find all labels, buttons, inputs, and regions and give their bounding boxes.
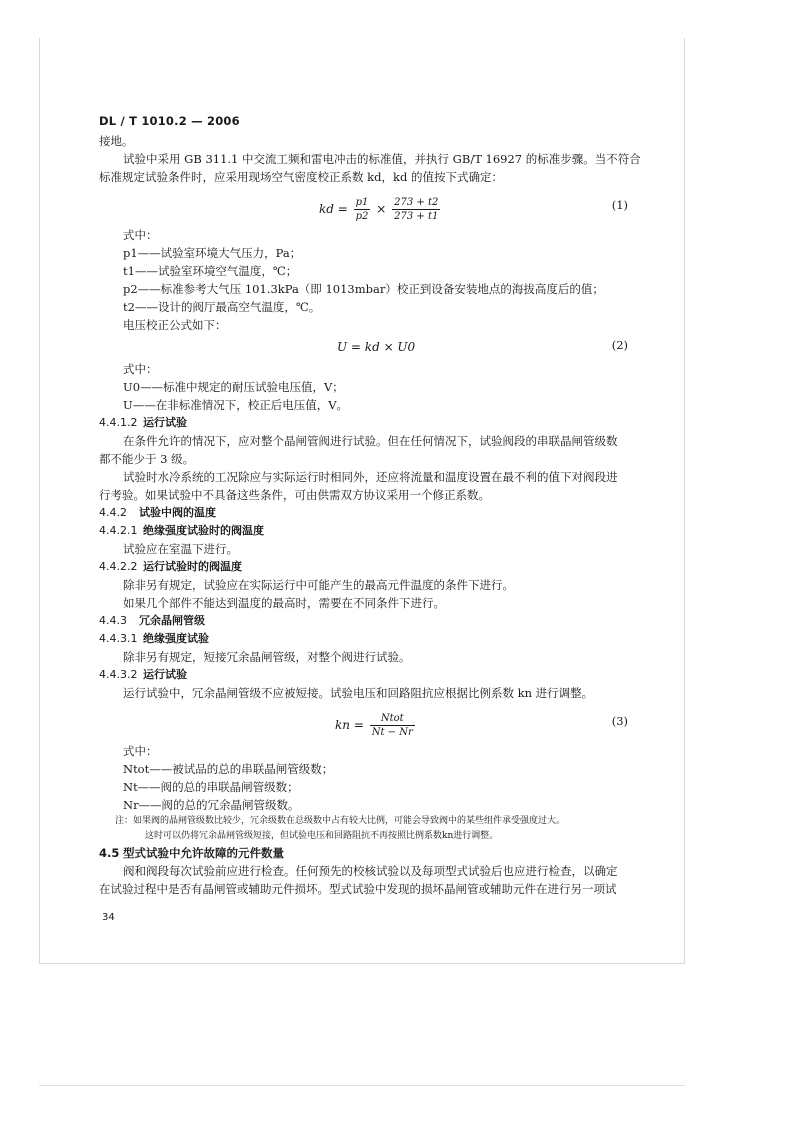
heading-title: 绝缘强度试验时的阀温度: [143, 524, 264, 537]
heading-number: 4.4.2.2: [99, 560, 138, 573]
where-label: 式中：: [123, 228, 158, 242]
fraction-denominator: Nt − Nr: [371, 727, 413, 738]
heading-title: 运行试验: [143, 416, 187, 429]
heading-4-4-3: [99, 612, 644, 630]
paragraph-line: 如果几个部件不能达到温度的最高时，需要在不同条件下进行。: [123, 596, 445, 610]
formula-1-expression: [319, 196, 442, 223]
formula-2-number: (2): [611, 338, 628, 352]
fraction-numerator: Ntot: [370, 712, 415, 726]
heading-title: 试验中阀的温度: [139, 506, 216, 519]
definition-p2: p2——标准参考大气压 101.3kPa（即 1013mbar）校正到设备安装地点的海拔高度后的值；: [123, 282, 604, 296]
formula-3-number: (3): [611, 714, 628, 728]
page-content: [99, 112, 644, 898]
definition-t2: t2——设计的阀厅最高空气温度，℃。: [123, 300, 321, 314]
formula-2-expression: U = kd × U0: [337, 340, 416, 354]
definition-p1: p1——试验室环境大气压力，Pa；: [123, 246, 302, 260]
heading-4-4-2-2: [99, 558, 644, 576]
formula-1-number: (1): [611, 198, 628, 212]
paragraph-line: 除非另有规定，短接冗余晶闸管级，对整个阀进行试验。: [123, 650, 411, 664]
heading-number: 4.4.3.2: [99, 668, 138, 681]
formula-3-lhs: kn =: [335, 718, 364, 732]
heading-number: 4.4.2.1: [99, 524, 138, 537]
continuation-text: 接地。: [99, 134, 134, 148]
heading-title: 冗余晶闸管级: [139, 614, 205, 627]
definition-Nr: Nr——阀的总的冗余晶闸管级数。: [123, 798, 300, 812]
fraction-numerator: p1: [355, 197, 369, 208]
where-label: 式中：: [123, 362, 158, 376]
paragraph-line: 行考验。如果试验中不具备这些条件，可由供需双方协议采用一个修正系数。: [99, 488, 490, 502]
heading-title: 绝缘强度试验: [143, 632, 209, 645]
heading-4-4-1-2: [99, 414, 644, 432]
formula-1-fraction-pressure: [354, 196, 371, 223]
paragraph-line: 除非另有规定，试验应在实际运行中可能产生的最高元件温度的条件下进行。: [123, 578, 514, 592]
heading-4-4-3-1: [99, 630, 644, 648]
page-border-bottom: [39, 963, 685, 964]
definition-U0: U0——标准中规定的耐压试验电压值，V；: [123, 380, 344, 394]
fraction-denominator: 273 + t1: [394, 211, 439, 222]
formula-3: [99, 704, 644, 740]
where-label: 式中：: [123, 744, 158, 758]
heading-title: 型式试验中允许故障的元件数量: [123, 846, 284, 860]
heading-4-4-3-2: [99, 666, 644, 684]
note-block: [99, 814, 644, 844]
formula-2: [99, 334, 644, 360]
footer-rule: [39, 1085, 685, 1086]
heading-4-4-2-1: [99, 522, 644, 540]
formula-3-expression: [335, 712, 417, 739]
formula-1-lhs: kd =: [319, 202, 348, 216]
fraction-denominator: p2: [355, 211, 369, 222]
heading-number: 4.4.3: [99, 614, 127, 627]
paragraph-line: 阀和阀段每次试验前应进行检查。任何预先的校核试验以及每项型式试验后也应进行检查，以确定: [123, 864, 618, 878]
heading-number: 4.4.3.1: [99, 632, 138, 645]
paragraph-line: 在试验过程中是否有晶闸管或辅助元件损坏。型式试验中发现的损坏晶闸管或辅助元件在进行另一项试: [99, 882, 617, 896]
formula-1-fraction-temperature: [392, 196, 440, 223]
page-number: 34: [102, 912, 115, 923]
paragraph-line: 都不能少于 3 级。: [99, 452, 195, 466]
note-line: 注：如果阀的晶闸管级数比较少，冗余级数在总级数中占有较大比例，可能会导致阀中的某些组件承受强度过大。: [115, 816, 566, 826]
definition-Nt: Nt——阀的总的串联晶闸管级数；: [123, 780, 299, 794]
formula-1-times: ×: [376, 202, 387, 216]
fraction-numerator: 273 + t2: [394, 197, 439, 208]
voltage-intro: 电压校正公式如下：: [123, 318, 227, 332]
paragraph-line: 试验时水冷系统的工况除应与实际运行时相同外，还应将流量和温度设置在最不利的值下对阀段进: [123, 470, 618, 484]
formula-1: [99, 188, 644, 224]
paragraph-line: 试验应在室温下进行。: [123, 542, 238, 556]
paragraph-line: 标准规定试验条件时，应采用现场空气密度校正系数 kd，kd 的值按下式确定：: [99, 170, 503, 184]
heading-number: 4.4.1.2: [99, 416, 138, 429]
heading-4-5: [99, 844, 644, 862]
formula-3-fraction: [370, 712, 415, 739]
page-border-left: [39, 38, 40, 964]
note-line: 这时可以仍将冗余晶闸管级短接，但试验电压和回路阻抗不再按照比例系数kn进行调整。: [145, 831, 499, 841]
document-id-header: DL / T 1010.2 — 2006: [99, 114, 240, 128]
heading-4-4-2: [99, 504, 644, 522]
heading-number: 4.4.2: [99, 506, 127, 519]
definition-U: U——在非标准情况下，校正后电压值，V。: [123, 398, 348, 412]
paragraph-line: 在条件允许的情况下，应对整个晶闸管阀进行试验。但在任何情况下，试验阀段的串联晶闸管级数: [123, 434, 618, 448]
heading-title: 运行试验: [143, 668, 187, 681]
definition-t1: t1——试验室环境空气温度，℃；: [123, 264, 298, 278]
definition-Ntot: Ntot——被试品的总的串联晶闸管级数；: [123, 762, 334, 776]
paragraph-line: 运行试验中，冗余晶闸管级不应被短接。试验电压和回路阻抗应根据比例系数 kn 进行调整。: [123, 686, 594, 700]
page-border-right: [684, 38, 685, 964]
heading-number: 4.5: [99, 846, 120, 860]
paragraph-line: 试验中采用 GB 311.1 中交流工频和雷电冲击的标准值，并执行 GB/T 16927 的标准步骤。当不符合: [123, 152, 641, 166]
heading-title: 运行试验时的阀温度: [143, 560, 242, 573]
